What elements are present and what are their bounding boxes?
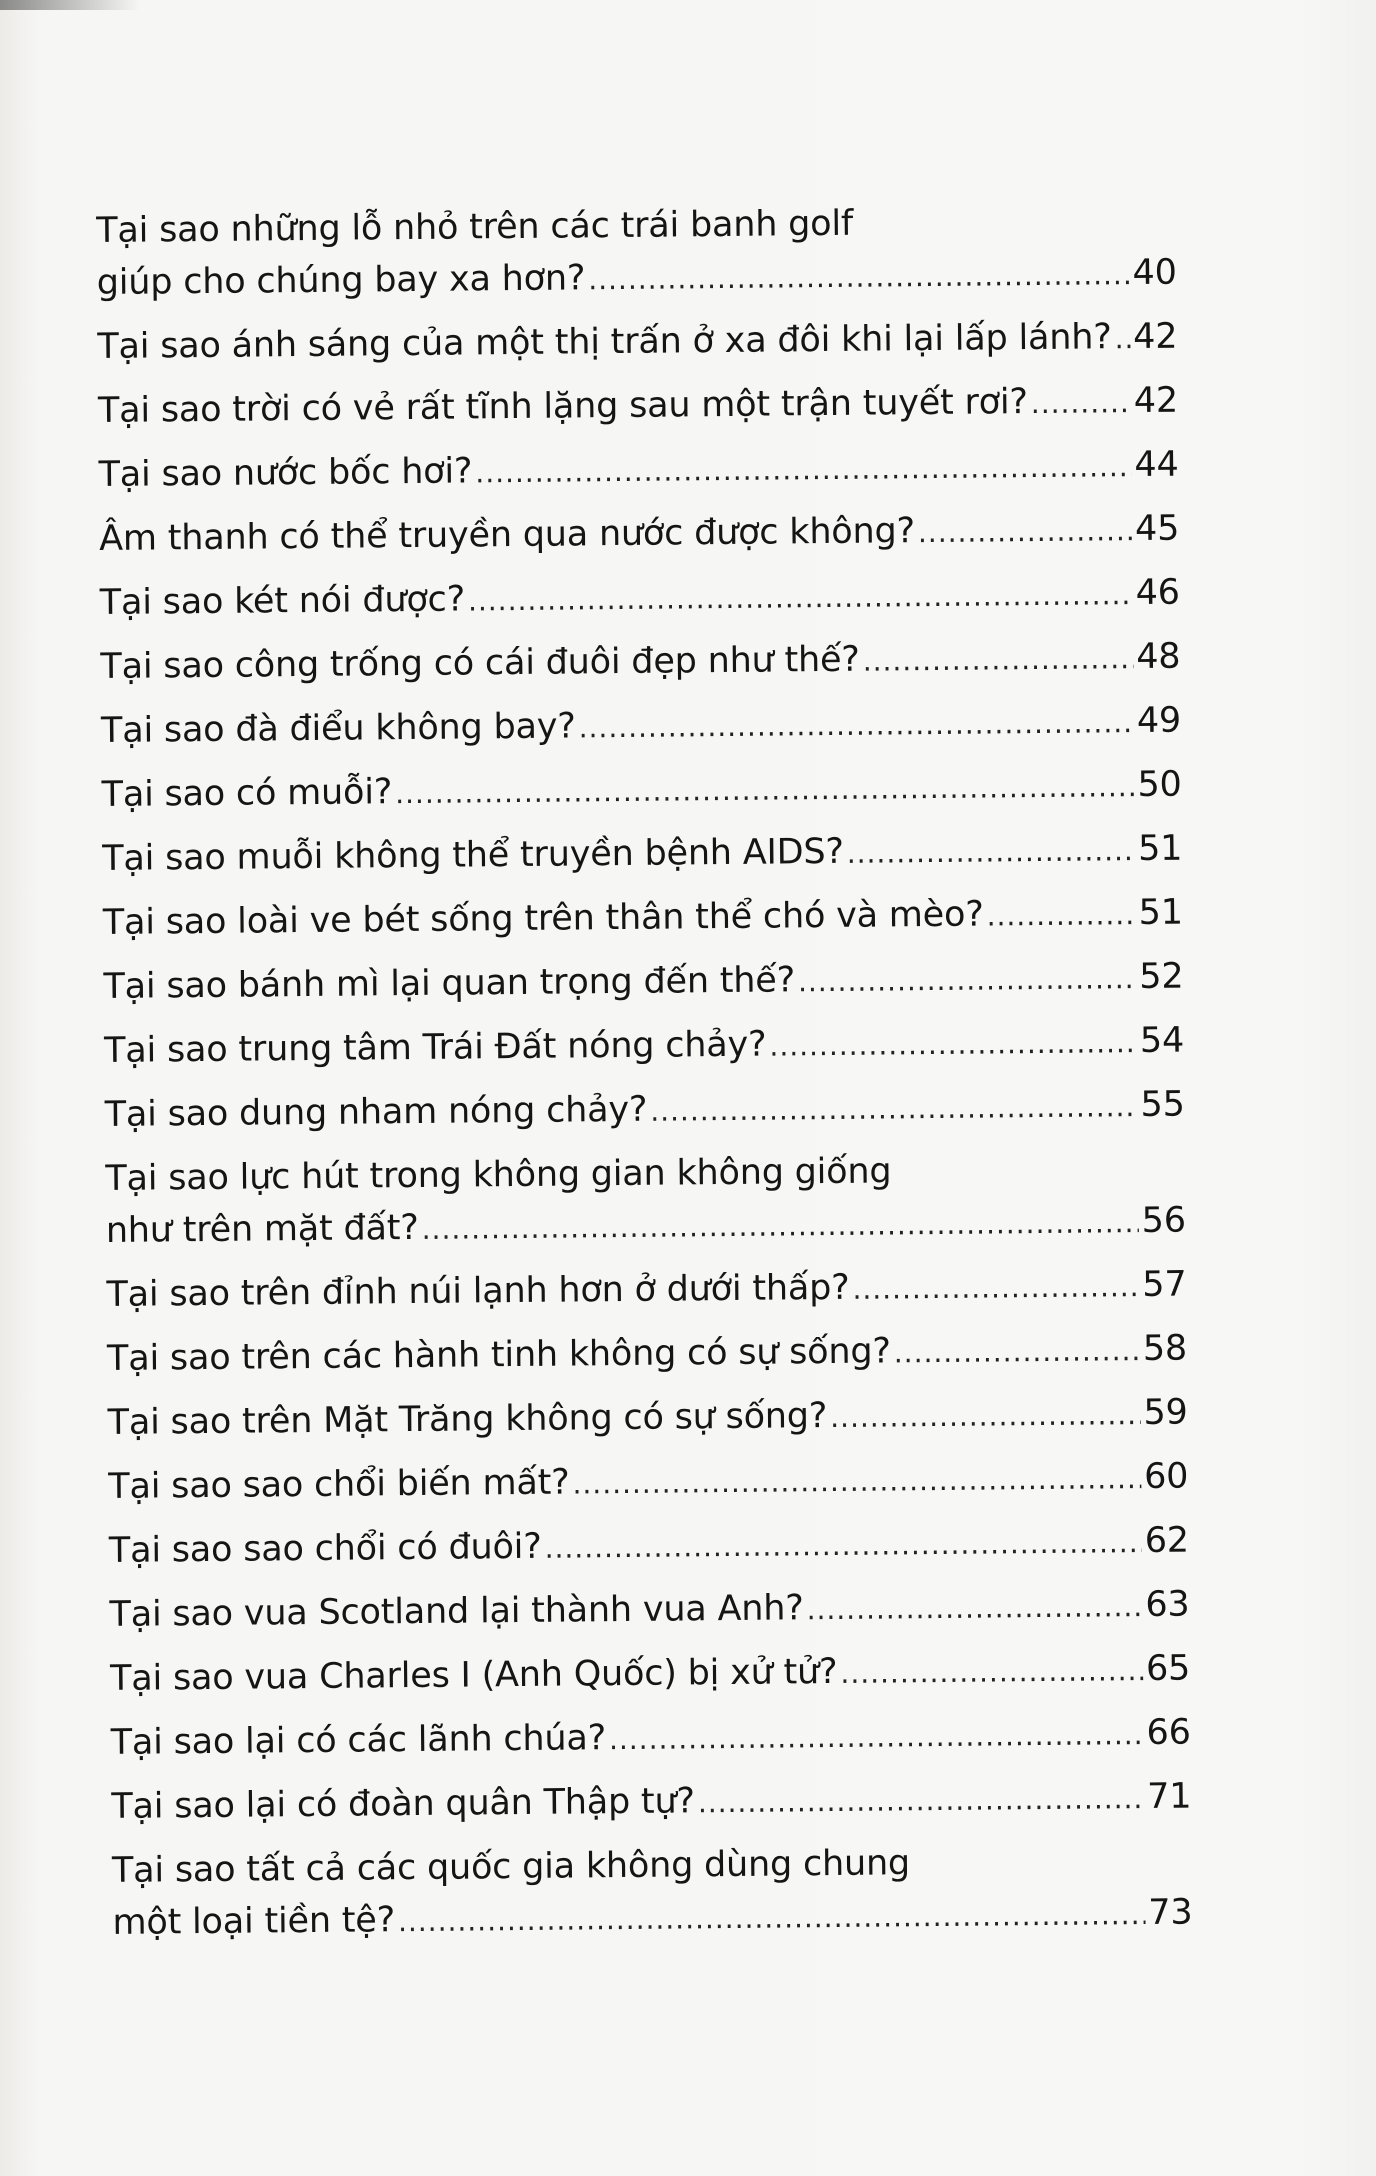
dot-leader (918, 505, 1133, 559)
toc-page-number: 59 (1143, 1392, 1188, 1433)
toc-page-number: 71 (1146, 1776, 1192, 1817)
toc-entry (106, 1259, 1187, 1333)
toc-entry-title: Tại sao sao chổi có đuôi? (108, 1526, 542, 1571)
toc-entry-last-line (109, 1515, 1189, 1579)
dot-leader (830, 1389, 1141, 1444)
page-corner-shadow (0, 0, 140, 10)
dot-leader (1031, 377, 1131, 430)
toc-entry (112, 1835, 1193, 1961)
toc-entry-title: giúp cho chúng bay xa hơn? (96, 258, 586, 303)
toc-entry-title: Tại sao tất cả các quốc gia không dùng chung (111, 1843, 911, 1891)
toc-page-number: 55 (1140, 1084, 1185, 1126)
toc-entry-last-line (102, 823, 1182, 887)
toc-entry-title: Tại sao nước bốc hơi? (98, 451, 473, 495)
dot-leader (588, 249, 1130, 306)
toc-entry-title: Tại sao lại có đoàn quân Thập tự? (111, 1781, 696, 1827)
toc-page-number: 51 (1138, 892, 1184, 934)
dot-leader (578, 697, 1134, 754)
dot-leader (852, 1261, 1139, 1316)
dot-leader (544, 1517, 1142, 1575)
dot-leader (847, 825, 1136, 880)
toc-entry-last-line (106, 1195, 1186, 1259)
toc-entry-title: Tại sao có muỗi? (101, 772, 393, 815)
dot-leader (421, 1197, 1138, 1256)
toc-entry (107, 1323, 1188, 1397)
dot-leader (840, 1645, 1143, 1700)
toc-entry-last-line (110, 1643, 1190, 1707)
toc-entry (107, 1387, 1188, 1461)
toc-entry-last-line (99, 503, 1179, 567)
dot-leader (475, 441, 1132, 499)
toc-entry-last-line (101, 759, 1181, 823)
toc-entry-title: Âm thanh có thể truyền qua nước được không? (99, 511, 916, 559)
toc-page-number: 63 (1145, 1584, 1190, 1625)
toc-entry-title: một loại tiền tệ? (112, 1900, 396, 1943)
toc-entry (101, 695, 1182, 769)
toc-entry (111, 1771, 1192, 1845)
table-of-contents (96, 195, 1193, 1961)
toc-entry (101, 759, 1182, 833)
toc-page-number: 48 (1136, 636, 1181, 678)
toc-page-number: 65 (1145, 1648, 1191, 1689)
toc-entry (108, 1451, 1189, 1525)
toc-entry (102, 823, 1183, 897)
toc-entry-title: Tại sao công trống có cái đuôi đẹp như thế? (100, 639, 860, 687)
toc-entry-title: như trên mặt đất? (105, 1207, 419, 1251)
toc-entry (98, 439, 1179, 513)
toc-entry (104, 1079, 1185, 1153)
toc-entry-title: Tại sao vua Scotland lại thành vua Anh? (109, 1588, 804, 1635)
toc-entry (104, 1015, 1185, 1089)
dot-leader (572, 1453, 1141, 1510)
dot-leader (1114, 313, 1130, 365)
toc-page-number: 52 (1139, 956, 1184, 998)
toc-entry (97, 311, 1178, 385)
toc-entry-last-line (107, 1323, 1187, 1387)
toc-entry-last-line (107, 1387, 1187, 1451)
toc-entry (109, 1515, 1190, 1589)
toc-page-number: 42 (1132, 316, 1178, 358)
dot-leader (862, 633, 1133, 688)
toc-entry-last-line (101, 695, 1181, 759)
toc-entry-title: Tại sao ánh sáng của một thị trấn ở xa đôi khi lại lấp lánh? (97, 317, 1112, 367)
toc-page-number: 73 (1148, 1892, 1193, 1933)
toc-page-number: 40 (1132, 252, 1177, 294)
dot-leader (609, 1709, 1144, 1766)
toc-entry-last-line (98, 375, 1178, 439)
toc-entry-last-line (100, 631, 1180, 695)
dot-leader (698, 1773, 1145, 1829)
toc-entry-title: Tại sao sao chổi biến mất? (108, 1462, 570, 1507)
toc-entry (100, 567, 1181, 641)
dot-leader (769, 1017, 1137, 1073)
dot-leader (986, 889, 1136, 942)
toc-entry (110, 1643, 1191, 1717)
toc-page-number: 44 (1134, 444, 1179, 486)
toc-entry (111, 1707, 1192, 1781)
toc-entry-last-line (109, 1579, 1189, 1643)
toc-entry-title: Tại sao két nói được? (99, 579, 466, 623)
toc-entry-last-line (98, 439, 1178, 503)
toc-entry (105, 1143, 1186, 1269)
toc-page-number: 51 (1137, 828, 1183, 870)
toc-entry (96, 195, 1177, 321)
toc-entry-title: Tại sao trên các hành tinh không có sự sống? (106, 1331, 891, 1379)
toc-page-number: 60 (1143, 1456, 1189, 1497)
toc-entry-last-line (106, 1259, 1186, 1323)
toc-entry-last-line (112, 1887, 1192, 1951)
toc-entry-last-line (103, 887, 1183, 951)
toc-entry-title: Tại sao dung nham nóng chảy? (104, 1089, 648, 1135)
toc-entry-title: Tại sao bánh mì lại quan trọng đến thế? (103, 960, 796, 1007)
toc-page-number: 49 (1136, 700, 1182, 742)
toc-entry-title: Tại sao trung tâm Trái Đất nóng chảy? (103, 1024, 767, 1071)
toc-entry-title: Tại sao những lỗ nhỏ trên các trái banh golf (96, 203, 854, 251)
toc-entry (109, 1579, 1190, 1653)
toc-page-number: 45 (1134, 508, 1180, 550)
toc-page-number: 62 (1144, 1520, 1190, 1561)
toc-entry-title: Tại sao trời có vẻ rất tĩnh lặng sau một trận tuyết rơi? (97, 382, 1029, 431)
toc-entry-last-line (100, 567, 1180, 631)
toc-entry-title: Tại sao lực hút trong không gian không giống (105, 1151, 892, 1199)
toc-entry-last-line (103, 951, 1183, 1015)
toc-page-number: 58 (1142, 1328, 1188, 1370)
dot-leader (806, 1581, 1142, 1636)
toc-entry-title: Tại sao muỗi không thể truyền bệnh AIDS? (102, 831, 844, 879)
toc-entry-last-line (111, 1771, 1191, 1835)
toc-entry-title: Tại sao lại có các lãnh chúa? (110, 1718, 607, 1763)
toc-page-number: 57 (1142, 1264, 1187, 1306)
dot-leader (650, 1081, 1138, 1138)
toc-entry-title: Tại sao loài ve bét sống trên thân thể chó và mèo? (102, 894, 984, 943)
toc-entry-last-line (97, 311, 1177, 375)
toc-entry (99, 503, 1180, 577)
toc-page-number: 50 (1137, 764, 1182, 806)
toc-entry-title: Tại sao đà điểu không bay? (100, 706, 576, 751)
toc-page-number: 42 (1133, 380, 1179, 422)
toc-entry-title: Tại sao trên Mặt Trăng không có sự sống? (107, 1396, 828, 1443)
toc-page-number: 46 (1135, 572, 1180, 614)
toc-entry-last-line (111, 1707, 1191, 1771)
toc-page-number: 66 (1146, 1712, 1191, 1753)
toc-entry-title: Tại sao vua Charles I (Anh Quốc) bị xử tử? (109, 1651, 838, 1699)
toc-entry-last-line (108, 1451, 1188, 1515)
toc-entry-last-line (104, 1015, 1184, 1079)
toc-entry (100, 631, 1181, 705)
toc-entry (98, 375, 1179, 449)
dot-leader (798, 953, 1137, 1008)
dot-leader (894, 1325, 1141, 1379)
toc-page-number: 56 (1141, 1200, 1186, 1242)
dot-leader (398, 1889, 1146, 1948)
toc-entry-title: Tại sao trên đỉnh núi lạnh hơn ở dưới thấp? (106, 1267, 850, 1315)
toc-entry (103, 951, 1184, 1025)
dot-leader (395, 761, 1135, 820)
toc-entry-last-line (96, 247, 1176, 311)
toc-entry-last-line (104, 1079, 1184, 1143)
toc-page-number: 54 (1139, 1020, 1185, 1062)
toc-entry (103, 887, 1184, 961)
dot-leader (468, 569, 1133, 627)
